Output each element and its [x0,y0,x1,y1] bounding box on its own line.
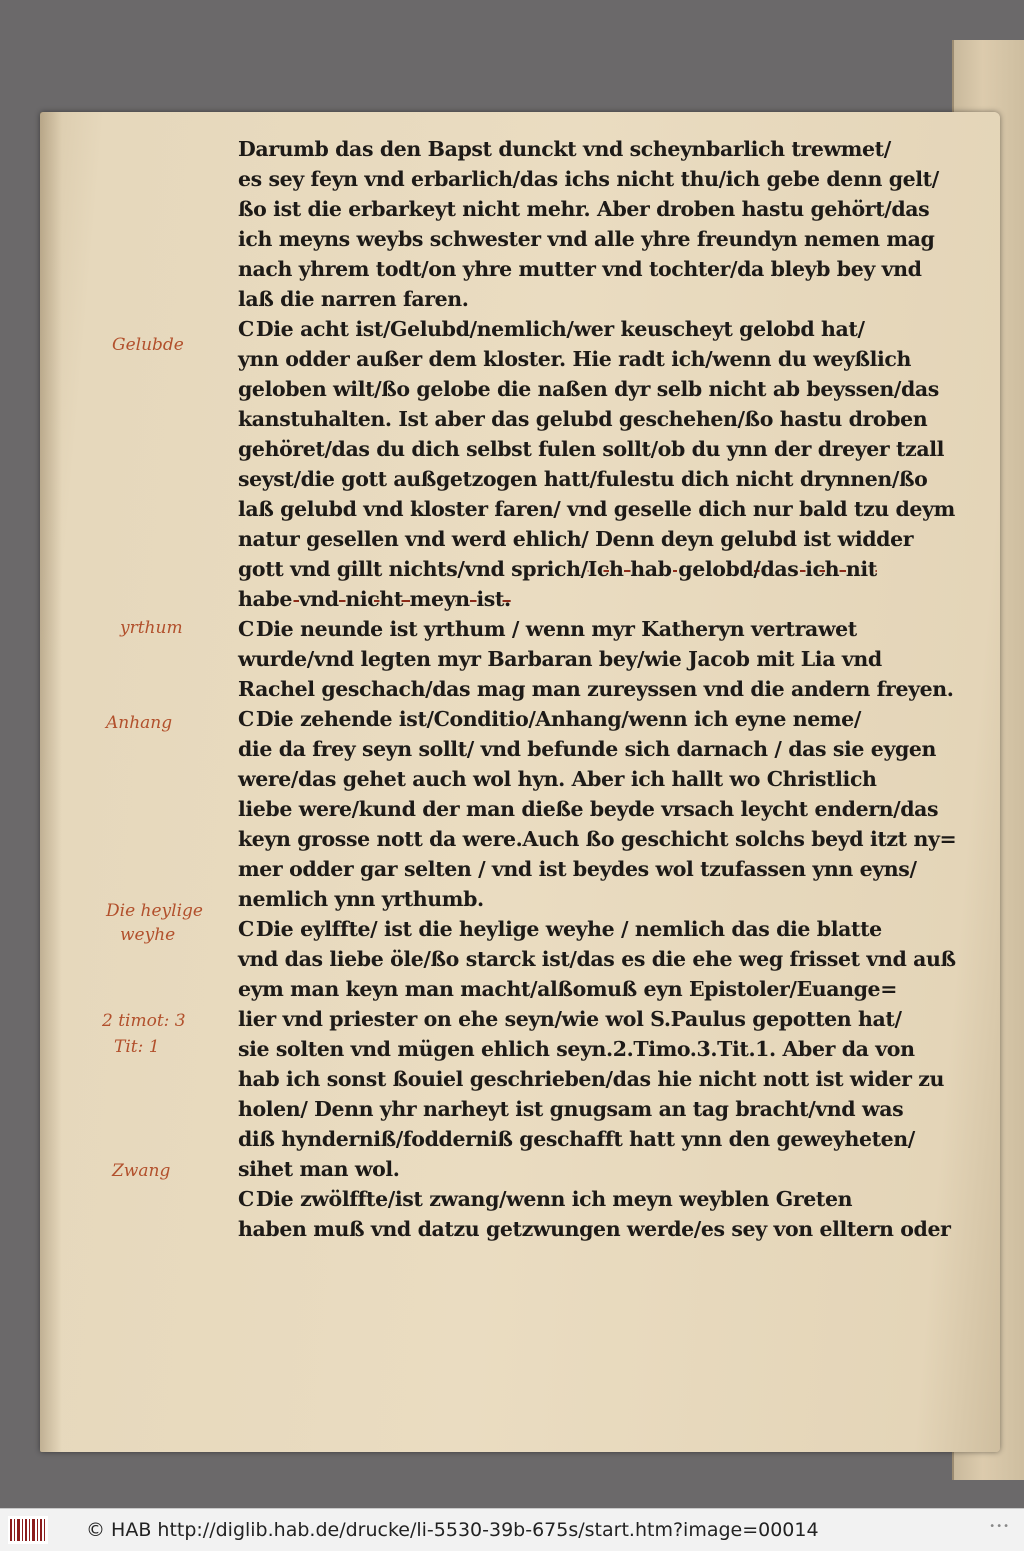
text-line [238,554,938,584]
text-line: keyn grosse nott da were.Auch ßo geschicht solchs beyd itzt ny= [238,827,957,851]
margin-note-heylige-weyhe: weyhe [120,925,176,945]
text-line: were/das gehet auch wol hyn. Aber ich hallt wo Christlich [238,767,877,791]
margin-note-yrthum: yrthum [120,618,183,638]
text-line: natur gesellen vnd werd ehlich/ Denn deyn gelubd ist widder [238,527,914,551]
text-line: laß gelubd vnd kloster faren/ vnd geselle dich nur bald tzu deym [238,497,955,521]
text-line: es sey feyn vnd erbarlich/das ichs nicht thu/ich gebe denn gelt/ [238,167,939,191]
more-dots-icon[interactable]: ••• [989,1521,1010,1532]
underlined-passage: Ich hab gelobd/das ich nit [587,557,877,581]
text-line: haben muß vnd datzu getzwungen werde/es sey von elltern oder [238,1217,951,1241]
text-line: Darumb das den Bapst dunckt vnd scheynbarlich trewmet/ [238,137,891,161]
text-line [238,704,938,734]
text-line: die da frey seyn sollt/ vnd befunde sich darnach / das sie eygen [238,737,937,761]
text-line: holen/ Denn yhr narheyt ist gnugsam an tag bracht/vnd was [238,1097,904,1121]
printed-text-block [238,134,957,1244]
pilcrow-mark: C [238,707,254,731]
text-line: laß die narren faren. [238,287,469,311]
pilcrow-mark: C [238,1187,254,1211]
text-line: diß hynderniß/fodderniß geschafft hatt ynn den geweyheten/ [238,1127,915,1151]
text-line: hab ich sonst ßouiel geschrieben/das hie nicht nott ist wider zu [238,1067,944,1091]
text-line: gehöret/das du dich selbst fulen sollt/ob du ynn der dreyer tzall [238,437,944,461]
text-line: ßo ist die erbarkeyt nicht mehr. Aber droben hastu gehört/das [238,197,930,221]
text-line: nach yhrem todt/on yhre mutter vnd tochter/da bleyb bey vnd [238,257,922,281]
text-line: seyst/die gott außgetzogen hatt/fulestu dich nicht drynnen/ßo [238,467,928,491]
margin-note-zwang: Zwang [112,1161,171,1181]
text-line-content: Die zehende ist/Conditio/Anhang/wenn ich eyne neme/ [255,707,861,731]
text-line: wurde/vnd legten myr Barbaran bey/wie Jacob mit Lia vnd [238,647,882,671]
text-line: lier vnd priester on ehe seyn/wie wol S.Paulus gepotten hat/ [238,1007,902,1031]
text-line [238,584,938,614]
text-line-content: Die eylffte/ ist die heylige weyhe / nemlich das die blatte [255,917,882,941]
copyright-url-text: © HAB http://diglib.hab.de/drucke/li-5530-39b-675s/start.htm?image=00014 [86,1519,819,1541]
text-line: ich meyns weybs schwester vnd alle yhre freundyn nemen mag [238,227,935,251]
pilcrow-mark: C [238,917,254,941]
text-line: kanstuhalten. Ist aber das gelubd geschehen/ßo hastu droben [238,407,928,431]
margin-note-gelubde: Gelubde [112,335,184,355]
text-line: liebe were/kund der man dieße beyde vrsach leycht endern/das [238,797,939,821]
pilcrow-mark: C [238,317,254,341]
margin-note-timot: 2 timot: 3 [102,1011,186,1031]
text-line: ynn odder außer dem kloster. Hie radt ich/wenn du weyßlich [238,347,912,371]
underlined-passage: habe vnd nicht meyn ist. [238,587,511,611]
book-page [40,112,1000,1452]
text-line: vnd das liebe öle/ßo starck ist/das es die ehe weg frisset vnd auß [238,947,956,971]
text-line [238,1184,938,1214]
hab-barcode-logo-icon [8,1515,52,1545]
margin-note-heylige-weyhe: Die heylige [106,901,203,921]
text-line: eym man keyn man macht/alßomuß eyn Epistoler/Euange= [238,977,897,1001]
text-line: mer odder gar selten / vnd ist beydes wol tzufassen ynn eyns/ [238,857,917,881]
text-line [238,614,938,644]
text-line [238,914,938,944]
text-line: geloben wilt/ßo gelobe die naßen dyr selb nicht ab beyssen/das [238,377,939,401]
status-bar [0,1508,1024,1551]
text-line-content: gott vnd gillt nichts/vnd sprich/ [238,557,588,581]
text-line [238,314,938,344]
text-line: nemlich ynn yrthumb. [238,887,484,911]
pilcrow-mark: C [238,617,254,641]
text-line: sie solten vnd mügen ehlich seyn.2.Timo.3.Tit.1. Aber da von [238,1037,915,1061]
margin-note-anhang: Anhang [106,713,173,733]
margin-note-tit: Tit: 1 [114,1037,160,1057]
text-line: Rachel geschach/das mag man zureyssen vnd die andern freyen. [238,677,954,701]
text-line-content: Die neunde ist yrthum / wenn myr Katheryn vertrawet [255,617,857,641]
text-line-content: Die zwölffte/ist zwang/wenn ich meyn weyblen Greten [255,1187,853,1211]
text-line: sihet man wol. [238,1157,400,1181]
text-line-content: Die acht ist/Gelubd/nemlich/wer keuscheyt gelobd hat/ [255,317,865,341]
